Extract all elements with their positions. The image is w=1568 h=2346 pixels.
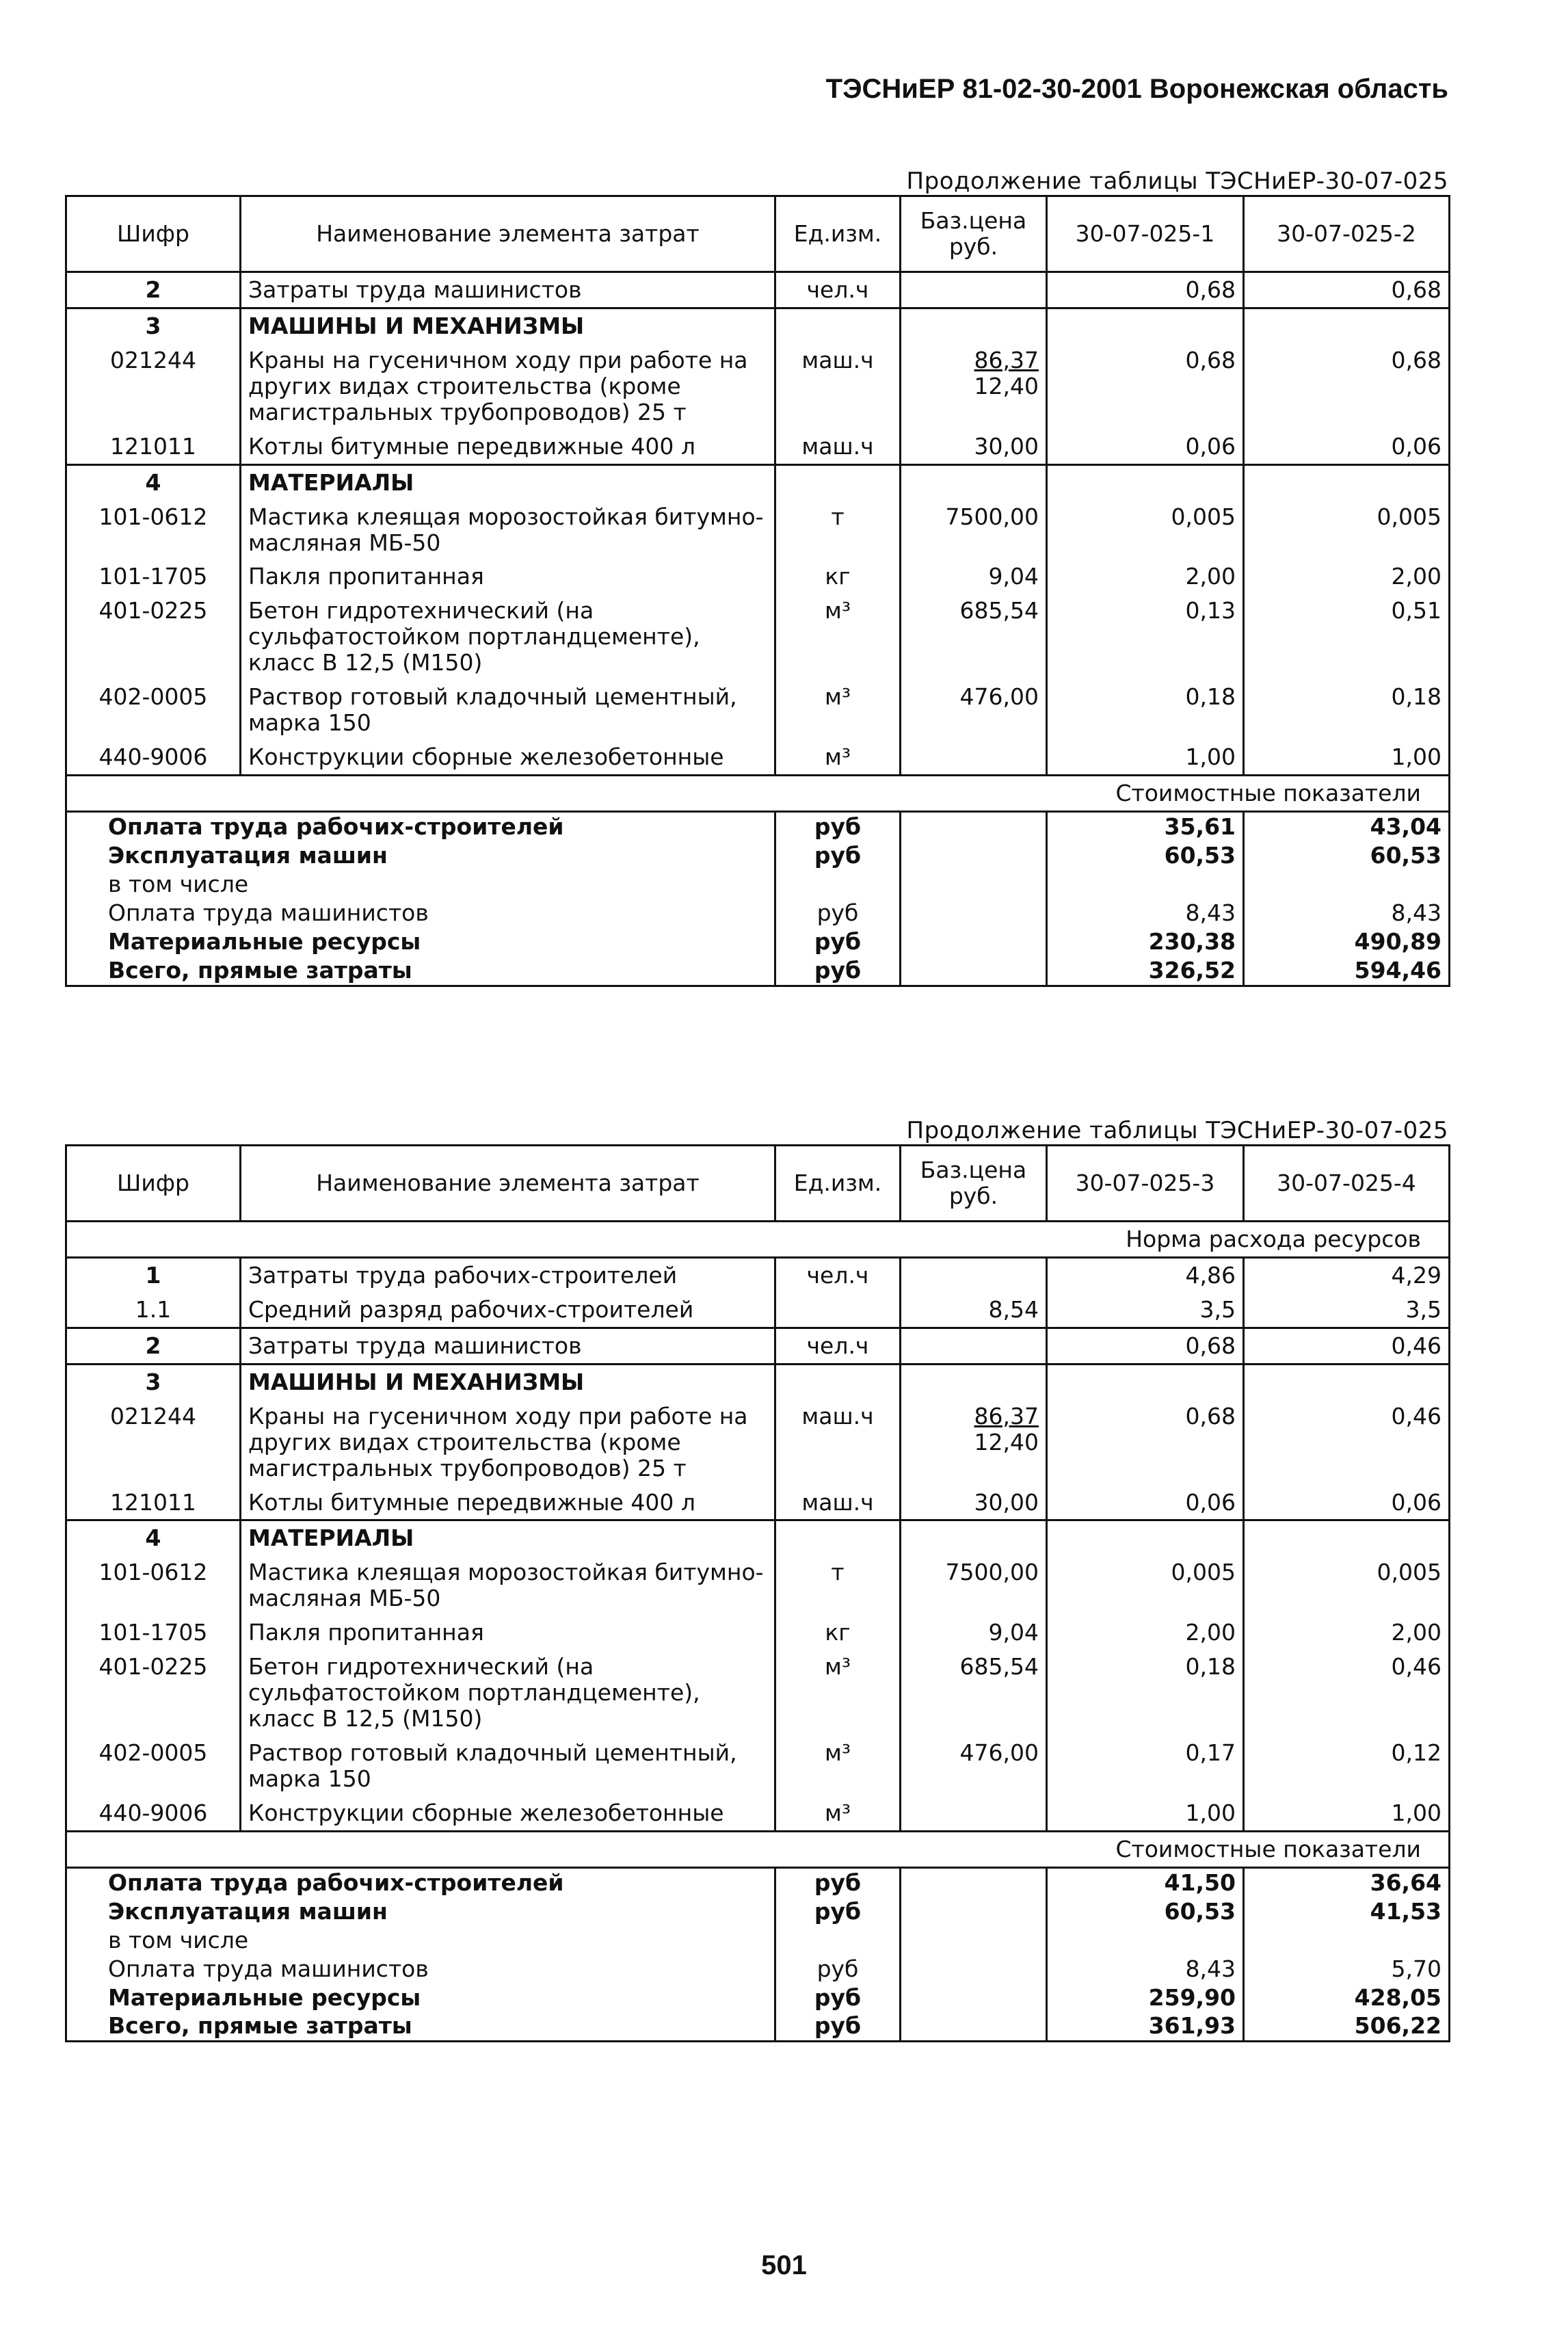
table-row — [66, 1257, 1450, 1292]
cost-value-1: 8,43 — [1047, 1955, 1244, 1983]
cell-value-1: 4,86 — [1047, 1257, 1244, 1292]
cell-code: 401-0225 — [66, 594, 241, 680]
cell-value-2: 0,46 — [1244, 1328, 1450, 1364]
cell-name: Пакля пропитанная — [241, 1616, 775, 1650]
cell-unit: м³ — [775, 594, 901, 680]
cost-empty — [901, 1955, 1047, 1983]
cell-price: 7500,00 — [901, 1555, 1047, 1616]
table-row — [66, 464, 1450, 499]
cost-row — [66, 956, 1450, 986]
cell-value-1 — [1047, 308, 1244, 343]
cell-value-2: 0,46 — [1244, 1650, 1450, 1736]
cell-value-1: 0,13 — [1047, 594, 1244, 680]
table-caption: Продолжение таблицы ТЭСНиЕР-30-07-025 — [906, 168, 1448, 195]
cell-unit: маш.ч — [775, 430, 901, 464]
table-header-row — [66, 1146, 1450, 1222]
cost-value-1: 60,53 — [1047, 841, 1244, 870]
cost-value-2: 60,53 — [1244, 841, 1450, 870]
cell-value-2: 4,29 — [1244, 1257, 1450, 1292]
resource-table-1 — [65, 195, 1448, 987]
cell-name: Краны на гусеничном ходу при работе на других видах строительства (кроме магистральных трубопроводов) 25 т — [241, 343, 775, 430]
cell-price — [901, 308, 1047, 343]
table-row — [66, 430, 1450, 464]
cell-name: Затраты труда машинистов — [241, 272, 775, 308]
cost-row — [66, 899, 1450, 927]
cell-unit: кг — [775, 559, 901, 594]
cost-row — [66, 1867, 1450, 1897]
cell-code: 402-0005 — [66, 1736, 241, 1796]
cell-price — [901, 1399, 1047, 1486]
cost-empty — [901, 956, 1047, 986]
table-row — [66, 740, 1450, 775]
cost-value-1: 230,38 — [1047, 927, 1244, 956]
table-row — [66, 1520, 1450, 1555]
cost-unit: руб — [775, 811, 901, 841]
cell-unit: м³ — [775, 680, 901, 740]
cell-value-1: 0,18 — [1047, 680, 1244, 740]
cost-name: Всего, прямые затраты — [66, 2012, 775, 2041]
cost-value-1: 41,50 — [1047, 1867, 1244, 1897]
cell-name: Раствор готовый кладочный цементный, марка 150 — [241, 680, 775, 740]
cost-value-2 — [1244, 1926, 1450, 1955]
cost-label-row — [66, 1831, 1450, 1867]
cell-unit: чел.ч — [775, 1257, 901, 1292]
cell-value-1 — [1047, 1520, 1244, 1555]
cost-row — [66, 927, 1450, 956]
cost-value-2: 490,89 — [1244, 927, 1450, 956]
cell-price-wage: 12,40 — [974, 1428, 1039, 1455]
cell-unit: м³ — [775, 1796, 901, 1831]
cost-name: Оплата труда рабочих-строителей — [66, 1867, 775, 1897]
cost-name: Эксплуатация машин — [66, 1897, 775, 1926]
cost-value-2: 428,05 — [1244, 1983, 1450, 2012]
data-table — [65, 195, 1450, 987]
cost-value-2 — [1244, 870, 1450, 899]
cell-unit: чел.ч — [775, 272, 901, 308]
cell-name: Мастика клеящая морозостойкая битумно-масляная МБ-50 — [241, 1555, 775, 1616]
cell-unit: м³ — [775, 1736, 901, 1796]
table-row — [66, 1364, 1450, 1399]
cell-value-1: 1,00 — [1047, 1796, 1244, 1831]
cost-label-row — [66, 776, 1450, 812]
cell-name: Конструкции сборные железобетонные — [241, 1796, 775, 1831]
cell-unit: маш.ч — [775, 343, 901, 430]
cell-price: 476,00 — [901, 680, 1047, 740]
cost-name: Эксплуатация машин — [66, 841, 775, 870]
cell-code: 101-0612 — [66, 1555, 241, 1616]
cell-code: 4 — [66, 464, 241, 499]
cell-value-1: 0,005 — [1047, 500, 1244, 560]
cell-value-1: 0,06 — [1047, 430, 1244, 464]
cost-row — [66, 811, 1450, 841]
cell-name: МАШИНЫ И МЕХАНИЗМЫ — [241, 1364, 775, 1399]
cost-label: Стоимостные показатели — [66, 1831, 1450, 1867]
table-caption: Продолжение таблицы ТЭСНиЕР-30-07-025 — [906, 1117, 1448, 1144]
cost-empty — [901, 811, 1047, 841]
cell-value-2: 3,5 — [1244, 1293, 1450, 1328]
norm-label-row — [66, 1222, 1450, 1258]
table-row — [66, 1736, 1450, 1796]
cell-code: 121011 — [66, 1486, 241, 1520]
cell-price: 9,04 — [901, 1616, 1047, 1650]
cell-price — [901, 1520, 1047, 1555]
cost-row — [66, 1983, 1450, 2012]
cell-value-1: 1,00 — [1047, 740, 1244, 775]
cost-empty — [901, 1983, 1047, 2012]
cell-unit: кг — [775, 1616, 901, 1650]
cost-empty — [901, 1926, 1047, 1955]
cell-price — [901, 1364, 1047, 1399]
cost-name: в том числе — [66, 1926, 775, 1955]
cost-unit: руб — [775, 1955, 901, 1983]
cost-name: Оплата труда машинистов — [66, 899, 775, 927]
cell-value-1: 0,18 — [1047, 1650, 1244, 1736]
cell-unit — [775, 1293, 901, 1328]
cell-value-2: 0,46 — [1244, 1399, 1450, 1486]
table-row — [66, 1293, 1450, 1328]
cell-price — [901, 740, 1047, 775]
cost-row — [66, 870, 1450, 899]
resource-table-2 — [65, 1144, 1448, 2042]
cell-name: Средний разряд рабочих-строителей — [241, 1293, 775, 1328]
table-row — [66, 272, 1450, 308]
cost-empty — [901, 1867, 1047, 1897]
cell-price: 30,00 — [901, 430, 1047, 464]
page-header: ТЭСНиЕР 81-02-30-2001 Воронежская область — [825, 74, 1448, 104]
cell-code: 1.1 — [66, 1293, 241, 1328]
column-header: Шифр — [66, 1146, 241, 1222]
cost-label: Стоимостные показатели — [66, 776, 1450, 812]
cell-name: МАТЕРИАЛЫ — [241, 1520, 775, 1555]
cell-value-2: 0,06 — [1244, 430, 1450, 464]
cell-code: 401-0225 — [66, 1650, 241, 1736]
cell-value-1: 0,68 — [1047, 1328, 1244, 1364]
cell-name: Затраты труда рабочих-строителей — [241, 1257, 775, 1292]
page-number: 501 — [761, 2250, 807, 2280]
cell-price-main: 86,37 — [974, 346, 1039, 373]
cost-value-1: 326,52 — [1047, 956, 1244, 986]
cost-empty — [901, 870, 1047, 899]
cost-value-1: 35,61 — [1047, 811, 1244, 841]
cost-value-2: 8,43 — [1244, 899, 1450, 927]
cell-price: 9,04 — [901, 559, 1047, 594]
cost-name: Всего, прямые затраты — [66, 956, 775, 986]
cell-unit — [775, 1520, 901, 1555]
cell-price: 685,54 — [901, 594, 1047, 680]
cell-unit: т — [775, 500, 901, 560]
cost-value-2: 5,70 — [1244, 1955, 1450, 1983]
cell-name: Раствор готовый кладочный цементный, марка 150 — [241, 1736, 775, 1796]
cell-name: Котлы битумные передвижные 400 л — [241, 430, 775, 464]
data-table — [65, 1144, 1450, 2042]
cell-value-2 — [1244, 1520, 1450, 1555]
table-row — [66, 500, 1450, 560]
cell-value-1: 0,005 — [1047, 1555, 1244, 1616]
cell-value-2: 0,68 — [1244, 272, 1450, 308]
cost-unit: руб — [775, 1983, 901, 2012]
cell-value-2: 0,005 — [1244, 1555, 1450, 1616]
cell-value-2 — [1244, 1364, 1450, 1399]
cost-unit: руб — [775, 927, 901, 956]
cell-name: Бетон гидротехнический (на сульфатостойком портландцементе), класс В 12,5 (М150) — [241, 1650, 775, 1736]
table-row — [66, 1328, 1450, 1364]
cell-value-1: 0,68 — [1047, 343, 1244, 430]
cell-code: 440-9006 — [66, 1796, 241, 1831]
cost-value-2: 36,64 — [1244, 1867, 1450, 1897]
cell-unit — [775, 464, 901, 499]
cell-value-1: 2,00 — [1047, 1616, 1244, 1650]
cost-unit: руб — [775, 1897, 901, 1926]
cell-price — [901, 272, 1047, 308]
cell-unit — [775, 308, 901, 343]
column-header: Баз.цена руб. — [901, 196, 1047, 272]
cell-price — [901, 1257, 1047, 1292]
cell-unit: м³ — [775, 740, 901, 775]
column-header: Ед.изм. — [775, 1146, 901, 1222]
cell-value-1: 0,17 — [1047, 1736, 1244, 1796]
cost-unit: руб — [775, 899, 901, 927]
cell-code: 3 — [66, 1364, 241, 1399]
cost-row — [66, 841, 1450, 870]
cell-value-1 — [1047, 464, 1244, 499]
cell-name: МАТЕРИАЛЫ — [241, 464, 775, 499]
cost-unit: руб — [775, 1867, 901, 1897]
cost-unit: руб — [775, 956, 901, 986]
cost-value-2: 506,22 — [1244, 2012, 1450, 2041]
cell-code: 121011 — [66, 430, 241, 464]
norm-label: Норма расхода ресурсов — [66, 1222, 1450, 1258]
cost-value-2: 43,04 — [1244, 811, 1450, 841]
cell-price: 8,54 — [901, 1293, 1047, 1328]
cell-value-1: 2,00 — [1047, 559, 1244, 594]
cost-empty — [901, 899, 1047, 927]
cell-value-2: 1,00 — [1244, 740, 1450, 775]
cost-unit: руб — [775, 841, 901, 870]
cell-value-1: 3,5 — [1047, 1293, 1244, 1328]
cost-empty — [901, 1897, 1047, 1926]
cell-value-2: 0,06 — [1244, 1486, 1450, 1520]
cell-unit: м³ — [775, 1650, 901, 1736]
cell-value-2 — [1244, 464, 1450, 499]
cell-price: 7500,00 — [901, 500, 1047, 560]
column-header: Наименование элемента затрат — [241, 1146, 775, 1222]
cell-value-1: 0,06 — [1047, 1486, 1244, 1520]
cell-name: Котлы битумные передвижные 400 л — [241, 1486, 775, 1520]
table-row — [66, 1650, 1450, 1736]
cost-unit — [775, 1926, 901, 1955]
cell-code: 4 — [66, 1520, 241, 1555]
cost-name: Оплата труда рабочих-строителей — [66, 811, 775, 841]
cell-unit: чел.ч — [775, 1328, 901, 1364]
cell-price: 30,00 — [901, 1486, 1047, 1520]
cell-unit: маш.ч — [775, 1486, 901, 1520]
cost-empty — [901, 2012, 1047, 2041]
cost-row — [66, 1897, 1450, 1926]
column-header: Наименование элемента затрат — [241, 196, 775, 272]
cost-value-1: 60,53 — [1047, 1897, 1244, 1926]
cost-value-2: 594,46 — [1244, 956, 1450, 986]
cell-price-wage: 12,40 — [974, 372, 1039, 399]
cell-value-2: 0,51 — [1244, 594, 1450, 680]
table-row — [66, 680, 1450, 740]
cost-value-1: 8,43 — [1047, 899, 1244, 927]
table-row — [66, 1555, 1450, 1616]
column-header: Ед.изм. — [775, 196, 901, 272]
cell-unit — [775, 1364, 901, 1399]
column-header: 30-07-025-1 — [1047, 196, 1244, 272]
cell-name: Затраты труда машинистов — [241, 1328, 775, 1364]
cell-name: МАШИНЫ И МЕХАНИЗМЫ — [241, 308, 775, 343]
cost-name: Материальные ресурсы — [66, 927, 775, 956]
cell-price — [901, 343, 1047, 430]
cost-empty — [901, 841, 1047, 870]
cell-code: 021244 — [66, 1399, 241, 1486]
cost-value-2: 41,53 — [1244, 1897, 1450, 1926]
cell-value-2: 0,68 — [1244, 343, 1450, 430]
cell-value-2: 2,00 — [1244, 1616, 1450, 1650]
cell-price — [901, 464, 1047, 499]
table-row — [66, 1486, 1450, 1520]
cost-unit — [775, 870, 901, 899]
cell-value-2 — [1244, 308, 1450, 343]
cost-row — [66, 2012, 1450, 2041]
cell-code: 101-1705 — [66, 559, 241, 594]
cell-price: 685,54 — [901, 1650, 1047, 1736]
cell-code: 440-9006 — [66, 740, 241, 775]
cell-value-2: 0,005 — [1244, 500, 1450, 560]
cell-value-1: 0,68 — [1047, 1399, 1244, 1486]
cell-name: Бетон гидротехнический (на сульфатостойком портландцементе), класс В 12,5 (М150) — [241, 594, 775, 680]
cell-value-2: 1,00 — [1244, 1796, 1450, 1831]
column-header: 30-07-025-4 — [1244, 1146, 1450, 1222]
cell-unit: маш.ч — [775, 1399, 901, 1486]
cell-value-2: 0,12 — [1244, 1736, 1450, 1796]
cell-name: Краны на гусеничном ходу при работе на других видах строительства (кроме магистральных трубопроводов) 25 т — [241, 1399, 775, 1486]
cell-code: 2 — [66, 272, 241, 308]
cell-name: Пакля пропитанная — [241, 559, 775, 594]
cost-empty — [901, 927, 1047, 956]
cost-name: в том числе — [66, 870, 775, 899]
column-header: 30-07-025-2 — [1244, 196, 1450, 272]
cell-value-2: 0,18 — [1244, 680, 1450, 740]
cell-unit: т — [775, 1555, 901, 1616]
cost-value-1: 259,90 — [1047, 1983, 1244, 2012]
column-header: Баз.цена руб. — [901, 1146, 1047, 1222]
cell-code: 021244 — [66, 343, 241, 430]
table-row — [66, 1796, 1450, 1831]
cell-code: 402-0005 — [66, 680, 241, 740]
cell-price-main: 86,37 — [974, 1402, 1039, 1429]
cost-unit: руб — [775, 2012, 901, 2041]
table-row — [66, 559, 1450, 594]
table-row — [66, 343, 1450, 430]
cell-code: 101-0612 — [66, 500, 241, 560]
cost-name: Оплата труда машинистов — [66, 1955, 775, 1983]
table-row — [66, 308, 1450, 343]
cell-price — [901, 1328, 1047, 1364]
cell-value-1 — [1047, 1364, 1244, 1399]
cost-row — [66, 1955, 1450, 1983]
cell-code: 2 — [66, 1328, 241, 1364]
cost-value-1 — [1047, 870, 1244, 899]
cell-value-2: 2,00 — [1244, 559, 1450, 594]
column-header: 30-07-025-3 — [1047, 1146, 1244, 1222]
column-header: Шифр — [66, 196, 241, 272]
cost-name: Материальные ресурсы — [66, 1983, 775, 2012]
cost-row — [66, 1926, 1450, 1955]
table-row — [66, 1616, 1450, 1650]
cell-code: 101-1705 — [66, 1616, 241, 1650]
cell-value-1: 0,68 — [1047, 272, 1244, 308]
table-row — [66, 1399, 1450, 1486]
table-header-row — [66, 196, 1450, 272]
cell-code: 1 — [66, 1257, 241, 1292]
cost-value-1 — [1047, 1926, 1244, 1955]
cost-value-1: 361,93 — [1047, 2012, 1244, 2041]
cell-name: Мастика клеящая морозостойкая битумно-масляная МБ-50 — [241, 500, 775, 560]
cell-name: Конструкции сборные железобетонные — [241, 740, 775, 775]
cell-price — [901, 1796, 1047, 1831]
table-row — [66, 594, 1450, 680]
cell-code: 3 — [66, 308, 241, 343]
cell-price: 476,00 — [901, 1736, 1047, 1796]
